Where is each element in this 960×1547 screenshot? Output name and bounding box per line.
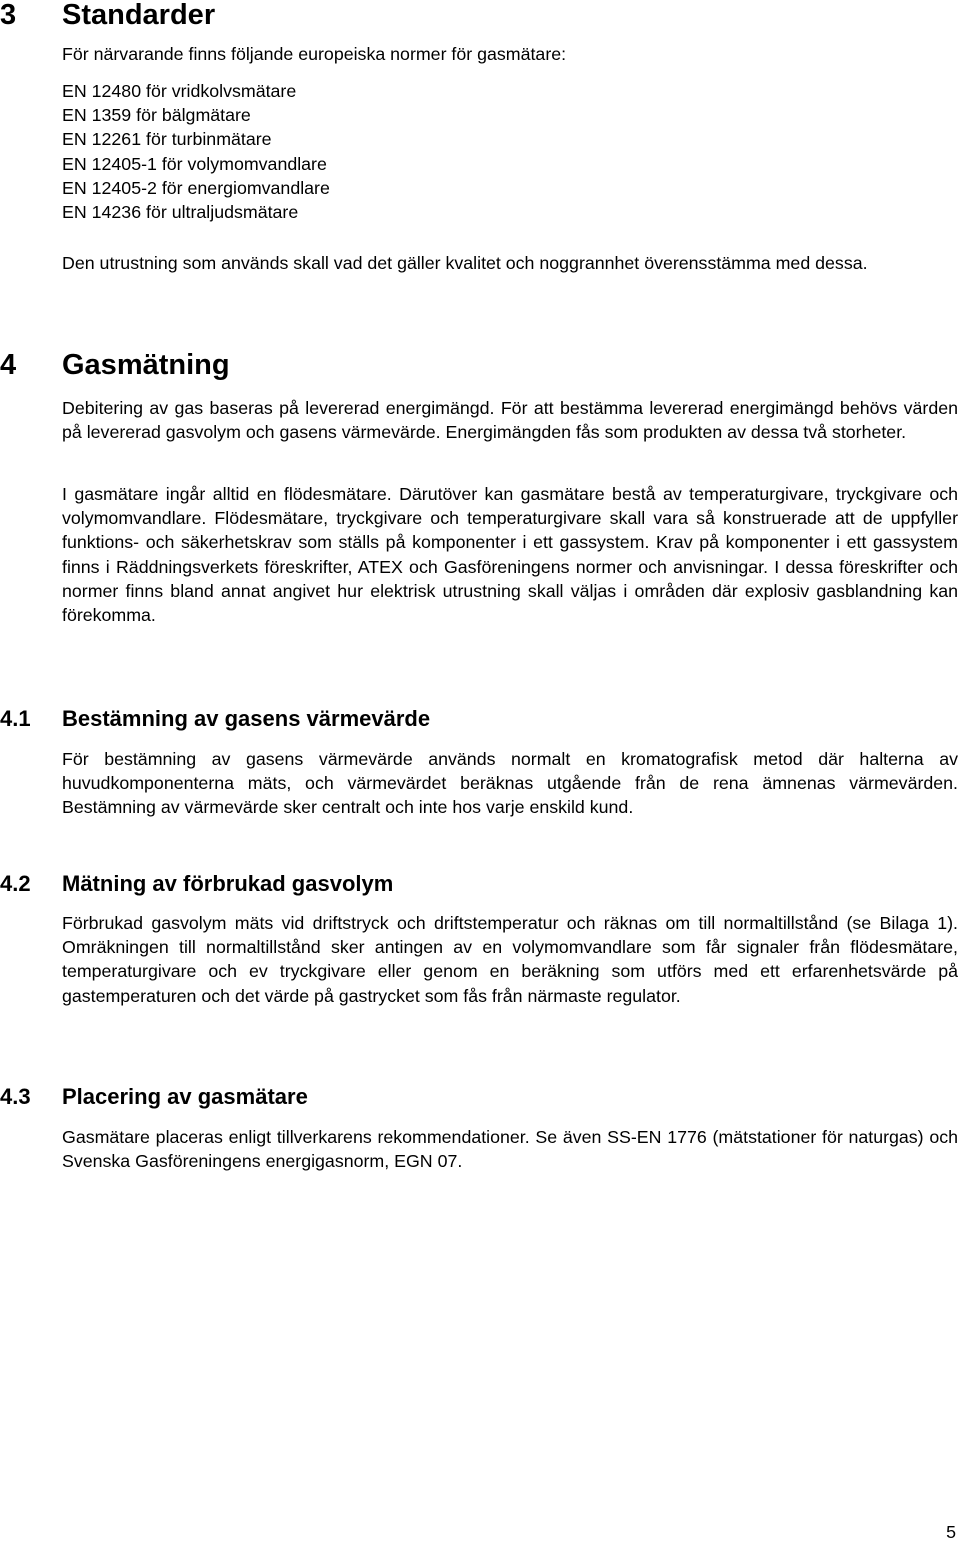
section-4-1-paragraph: För bestämning av gasens värmevärde används normalt en kromatografisk metod där halterna av huvudkomponenterna mäts, och värmevärdet beräknas utgående från de rena ämnenas värmevärden. Bestämning av värmevärde sker centralt och inte hos varje enskild kund. [62,749,958,818]
list-item: EN 12480 för vridkolvsmätare [62,81,297,101]
section-number: 4 [0,349,17,381]
standards-list [62,79,958,224]
section-number: 4.3 [0,1084,31,1109]
section-4-2-heading [0,871,900,899]
list-item: EN 14236 för ultraljudsmätare [62,202,299,223]
list-item: EN 1359 för bälgmätare [62,105,251,126]
section-number: 4.2 [0,871,31,896]
section-number: 3 [0,0,17,31]
section-4-paragraph-2: I gasmätare ingår alltid en flödesmätare. Därutöver kan gasmätare bestå av temperaturgivare, tryckgivare och volymomvandlare. Flödesmätare, tryckgivare och temperaturgivare skall vara så konstruerade att de uppfyller funktions- och säkerhetskrav som ställs på komponenter i ett gassystem. Krav på komponenter i ett gassystem finns i Räddningsverkets föreskrifter, ATEX och Gasföreningens normer och anvisningar. I dessa föreskrifter och normer finns bland annat angivet hur elektrisk utrustning skall väljas i områden där explosiv gasblandning kan förekomma. [62,484,958,626]
section-3-heading [0,0,900,35]
section-4-heading [0,349,900,385]
section-4-1-heading [0,706,900,734]
section-4-paragraph-1: Debitering av gas baseras på levererad energimängd. För att bestämma levererad energimängd behövs värden på levererad gasvolym och gasens värmevärde. Energimängden fås som produkten av dessa två storheter. [62,398,958,443]
section-title: Gasmätning [62,349,230,381]
list-item: EN 12405-1 för volymomvandlare [62,153,327,174]
section-title: Mätning av förbrukad gasvolym [62,871,394,896]
section-4-3-paragraph: Gasmätare placeras enligt tillverkarens rekommendationer. Se även SS-EN 1776 (mätstationer för naturgas) och Svenska Gasföreningens energigasnorm, EGN 07. [62,1127,958,1172]
section-3-intro: För närvarande finns följande europeiska normer för gasmätare: [62,44,567,64]
section-number: 4.1 [0,706,31,731]
section-3-closing: Den utrustning som används skall vad det gäller kvalitet och noggrannhet överensstämma med dessa. [62,253,868,273]
page-number: 5 [946,1522,956,1542]
section-title: Bestämning av gasens värmevärde [62,706,431,731]
section-title: Placering av gasmätare [62,1084,308,1109]
section-4-2-paragraph: Förbrukad gasvolym mäts vid driftstryck och driftstemperatur och räknas om till normaltillstånd (se Bilaga 1). Omräkningen till normaltillstånd sker antingen av en volymomvandlare som får signaler från flödesmätare, temperaturgivare och ev tryckgivare eller genom en beräkning som utförs med ett erfarenhetsvärde på gastemperaturen och det värde på gastrycket som fås från närmaste regulator. [62,913,958,1006]
list-item: EN 12261 för turbinmätare [62,129,272,150]
section-title: Standarder [62,0,216,31]
section-4-3-heading [0,1084,900,1112]
list-item: EN 12405-2 för energiomvandlare [62,177,330,198]
